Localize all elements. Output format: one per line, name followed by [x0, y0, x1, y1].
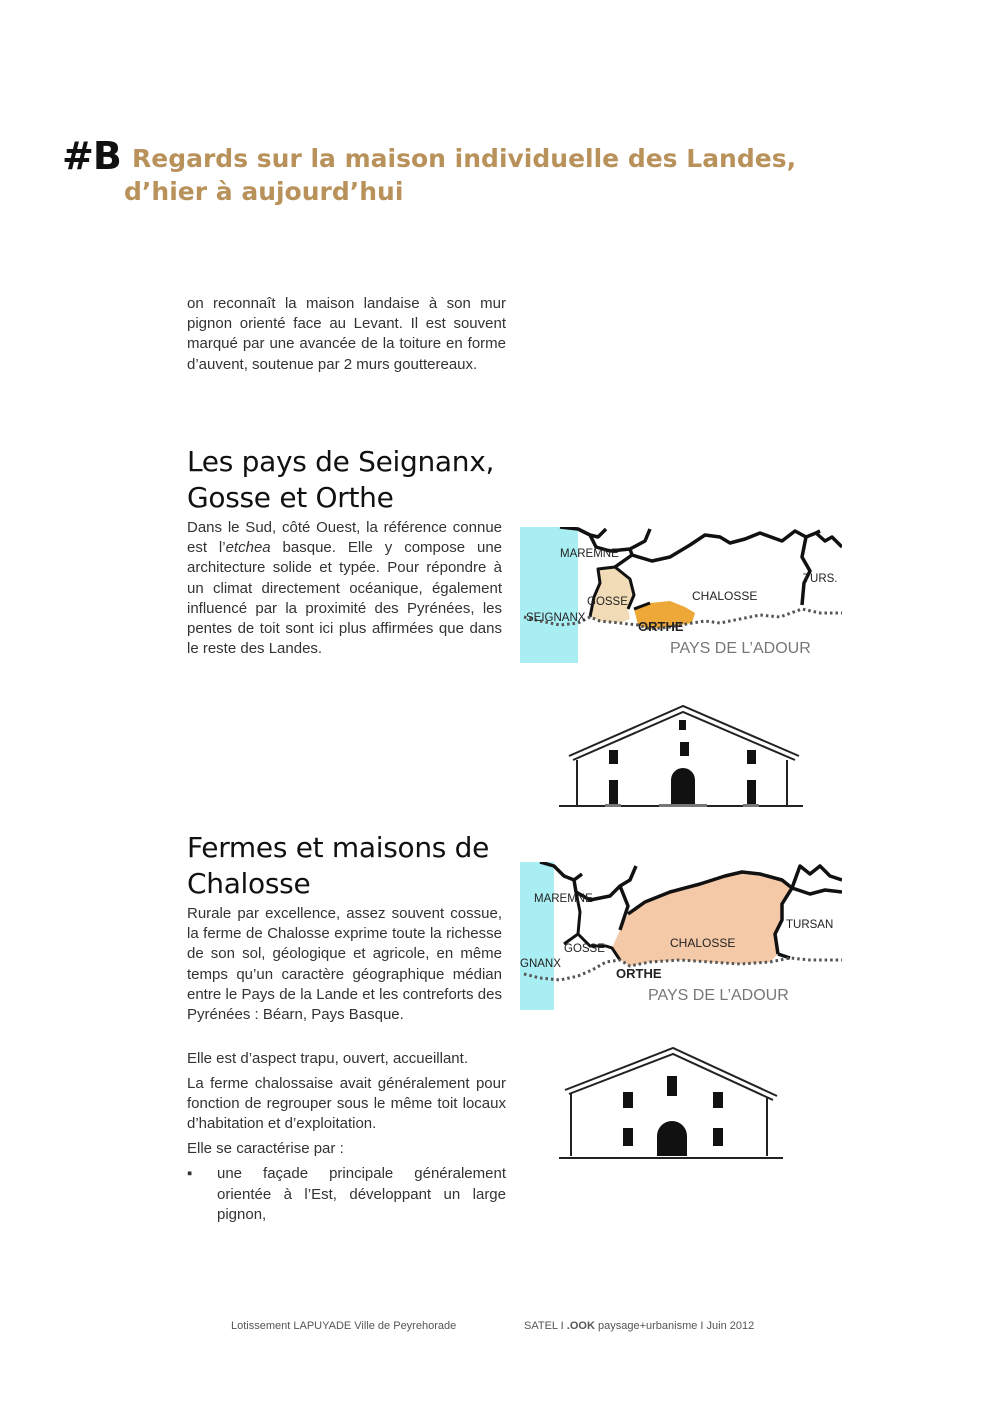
footer-brand-pre: SATEL I — [524, 1320, 567, 1332]
house-elevation-seignanx — [555, 700, 807, 812]
label-adour: PAYS DE L’ADOUR — [648, 987, 789, 1004]
section2-p1: Rurale par excellence, assez souvent cossue, la ferme de Chalosse exprime toute la richesse de son sol, géologique et agricole, en même temps qu’un caractère géographique médian entre le Pays de la Lande et les contreforts des Pyrénées : Béarn, Pays Basque. — [187, 905, 502, 1024]
section1-text-a: Dans le Sud, côté Ouest, la référence connue est l’ — [187, 519, 502, 557]
window-upper-right — [747, 750, 756, 764]
ocean-area — [520, 862, 554, 1010]
window-top — [679, 720, 686, 730]
footer-brand-logo: .OOK — [566, 1320, 595, 1332]
section-tag: #B — [62, 134, 121, 178]
section2-paragraph — [187, 904, 502, 1025]
map-seignanx-gosse-orthe — [520, 527, 842, 667]
label-tursan: TURS. — [803, 573, 838, 585]
label-chalosse: CHALOSSE — [692, 589, 758, 603]
map-chalosse — [520, 862, 842, 1014]
step-left — [605, 804, 621, 807]
adour-river — [524, 958, 842, 980]
label-adour: PAYS DE L’ADOUR — [670, 640, 811, 657]
page-title — [124, 142, 796, 208]
page-title-line1: Regards sur la maison individuelle des Landes, — [132, 144, 797, 173]
step-center — [659, 804, 707, 807]
arched-door — [671, 768, 695, 804]
section1-heading-line2: Gosse et Orthe — [187, 481, 394, 514]
section2-p3: La ferme chalossaise avait généralement pour fonction de regrouper sous le même toit locaux d’habitation et d’exploitation. — [187, 1075, 506, 1133]
section1-text-em: etchea — [225, 539, 271, 557]
section2-p4: Elle se caractérise par : — [187, 1140, 344, 1158]
window-upper-right — [713, 1092, 723, 1108]
section2-heading-line2: Chalosse — [187, 867, 311, 900]
label-seignanx: SEIGNANX — [526, 612, 586, 624]
label-chalosse: CHALOSSE — [670, 936, 736, 950]
section1-text-b: basque. Elle y compose une architecture solide et typée. Pour répondre à un climat directement océanique, également influencé par la proximité des Pyrénées, les pentes de toit sont ici plus affirmées que dans le reste des Landes. — [187, 539, 502, 658]
intro-text: on reconnaît la maison landaise à son mur pignon orienté face au Levant. Il est souvent marqué par une avancée de la toiture en forme d’auvent, soutenue par 2 murs gouttereaux. — [187, 295, 506, 373]
bullet-item — [187, 1164, 506, 1225]
bullet-marker: ▪ — [187, 1165, 193, 1183]
house-elevation-chalosse — [555, 1044, 787, 1162]
window-lower-right — [713, 1128, 723, 1146]
intro-paragraph — [187, 294, 506, 375]
label-orthe: ORTHE — [616, 966, 662, 981]
bullet-text: une façade principale généralement orientée à l’Est, développant un large pignon, — [217, 1165, 506, 1223]
step-right — [743, 804, 759, 807]
section1-heading-line1: Les pays de Seignanx, — [187, 445, 495, 478]
section2-p2: Elle est d’aspect trapu, ouvert, accueillant. — [187, 1050, 468, 1067]
page-title-line2: d’hier à aujourd’hui — [124, 177, 404, 206]
section2-paragraph-2 — [187, 1049, 506, 1225]
section1-paragraph — [187, 518, 502, 659]
label-maremne: MAREMNE — [560, 548, 619, 560]
label-seignanx: GNANX — [520, 958, 561, 970]
window-lower-left — [609, 780, 618, 804]
label-maremne: MAREMNE — [534, 893, 593, 905]
chalosse-region — [612, 872, 792, 966]
window-lower-right — [747, 780, 756, 804]
window-upper-left — [623, 1092, 633, 1108]
window-upper-center — [680, 742, 689, 756]
footer-left: Lotissement LAPUYADE Ville de Peyrehorade — [231, 1320, 457, 1332]
section2-heading-line1: Fermes et maisons de — [187, 831, 490, 864]
label-tursan: TURSAN — [786, 919, 834, 931]
section2-heading — [187, 830, 489, 902]
window-upper-left — [609, 750, 618, 764]
window-upper-center — [667, 1076, 677, 1096]
label-gosse: GOSSE — [564, 943, 605, 955]
footer-brand-post: paysage+urbanisme I Juin 2012 — [594, 1320, 755, 1332]
label-gosse: GOSSE — [587, 596, 628, 608]
window-lower-left — [623, 1128, 633, 1146]
label-orthe: ORTHE — [638, 619, 684, 634]
arched-door — [657, 1121, 687, 1156]
footer-right — [524, 1320, 754, 1332]
section1-heading — [187, 444, 494, 516]
